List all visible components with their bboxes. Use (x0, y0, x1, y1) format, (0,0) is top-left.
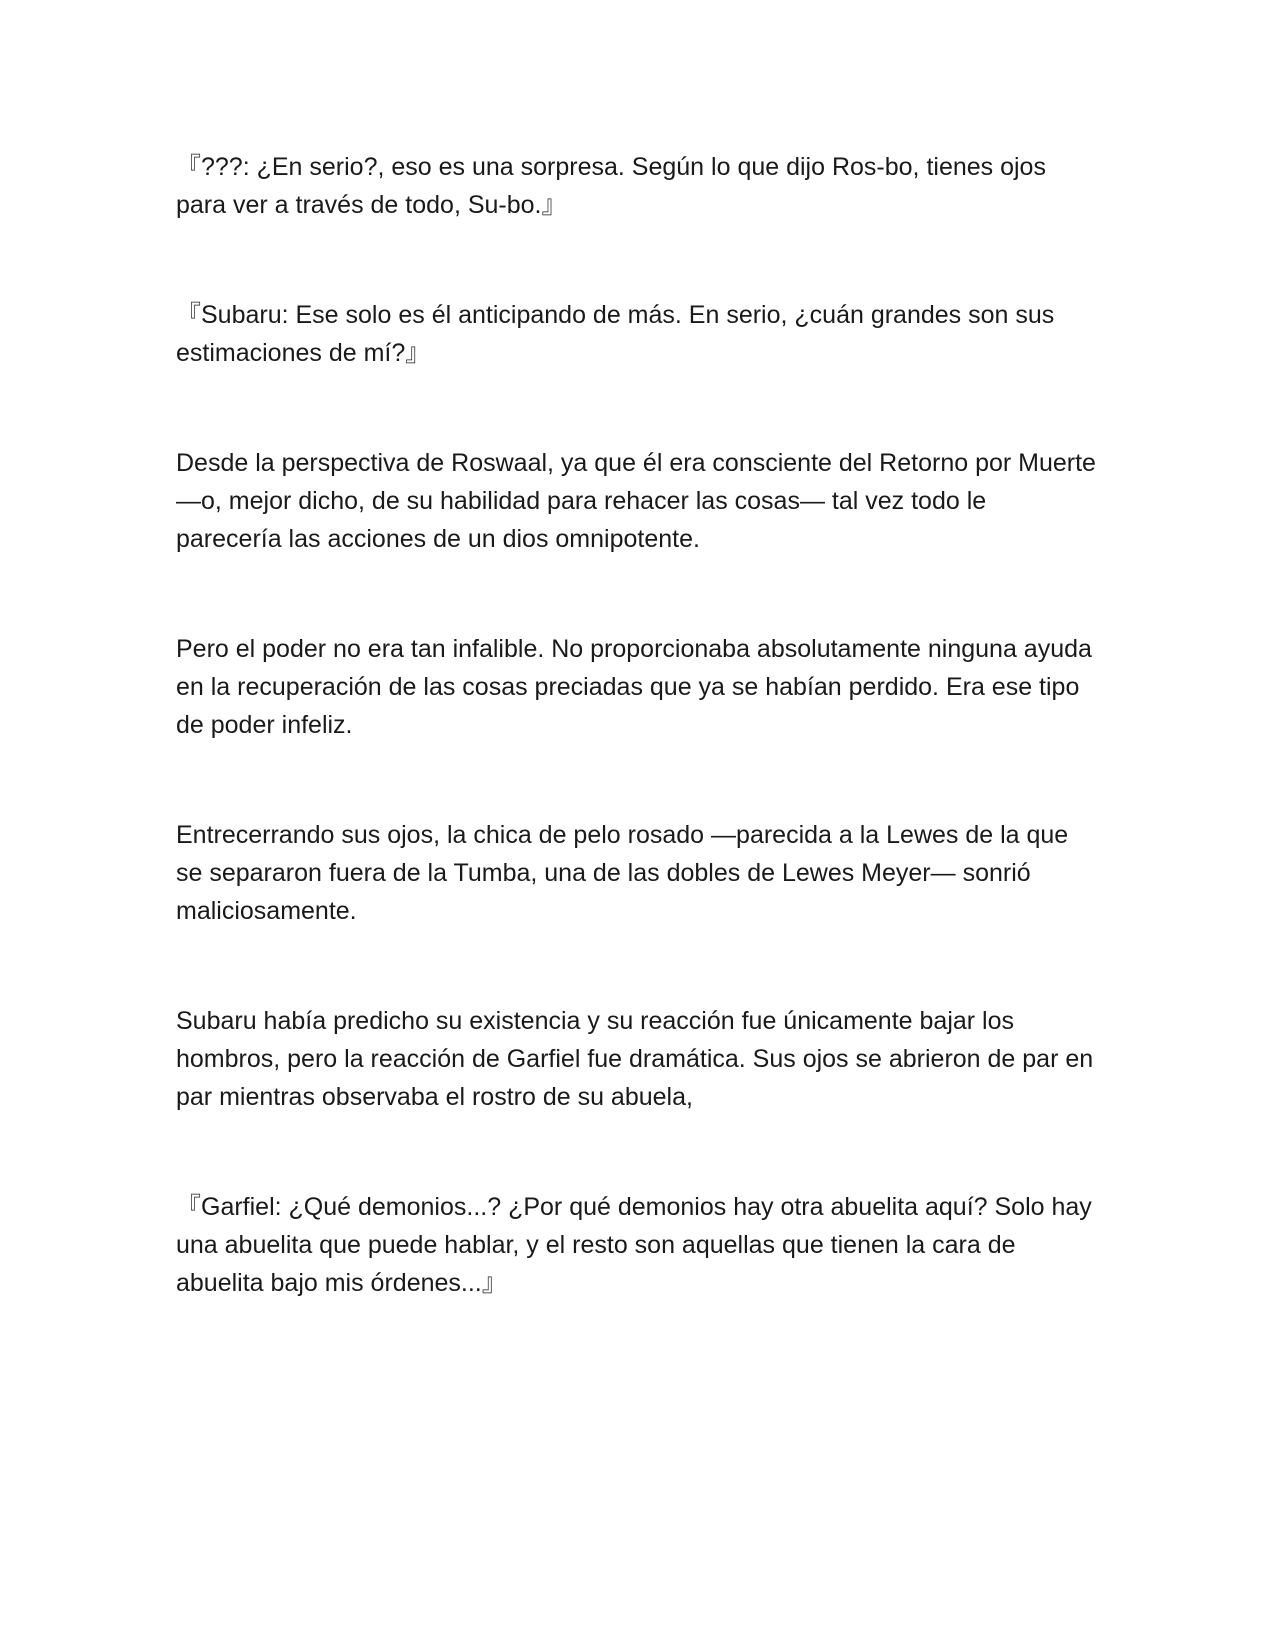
document-body (176, 148, 1096, 1302)
paragraph-dialogue-subaru: 『Subaru: Ese solo es él anticipando de más. En serio, ¿cuán grandes son sus estimaciones de mí?』 (176, 301, 1055, 367)
paragraph-narration-roswaal: Desde la perspectiva de Roswaal, ya que él era consciente del Retorno por Muerte —o, mejor dicho, de su habilidad para rehacer las cosas— tal vez todo le parecería las acciones de un dios omnipotente. (176, 449, 1096, 553)
paragraph-dialogue-unknown: 『???: ¿En serio?, eso es una sorpresa. Según lo que dijo Ros-bo, tienes ojos para ver a través de todo, Su-bo.』 (176, 153, 1046, 219)
paragraph-narration-power: Pero el poder no era tan infalible. No proporcionaba absolutamente ninguna ayuda en la recuperación de las cosas preciadas que ya se habían perdido. Era ese tipo de poder infeliz. (176, 635, 1092, 739)
paragraph-dialogue-garfiel: 『Garfiel: ¿Qué demonios...? ¿Por qué demonios hay otra abuelita aquí? Solo hay una abuelita que puede hablar, y el resto son aquellas que tienen la cara de abuelita bajo mis órdenes...』 (176, 1193, 1092, 1297)
paragraph-narration-pink-haired-girl: Entrecerrando sus ojos, la chica de pelo rosado —parecida a la Lewes de la que se separaron fuera de la Tumba, una de las dobles de Lewes Meyer— sonrió maliciosamente. (176, 821, 1069, 925)
paragraph-narration-garfiel-reaction: Subaru había predicho su existencia y su reacción fue únicamente bajar los hombros, pero la reacción de Garfiel fue dramática. Sus ojos se abrieron de par en par mientras observaba el rostro de su abuela, (176, 1007, 1094, 1111)
